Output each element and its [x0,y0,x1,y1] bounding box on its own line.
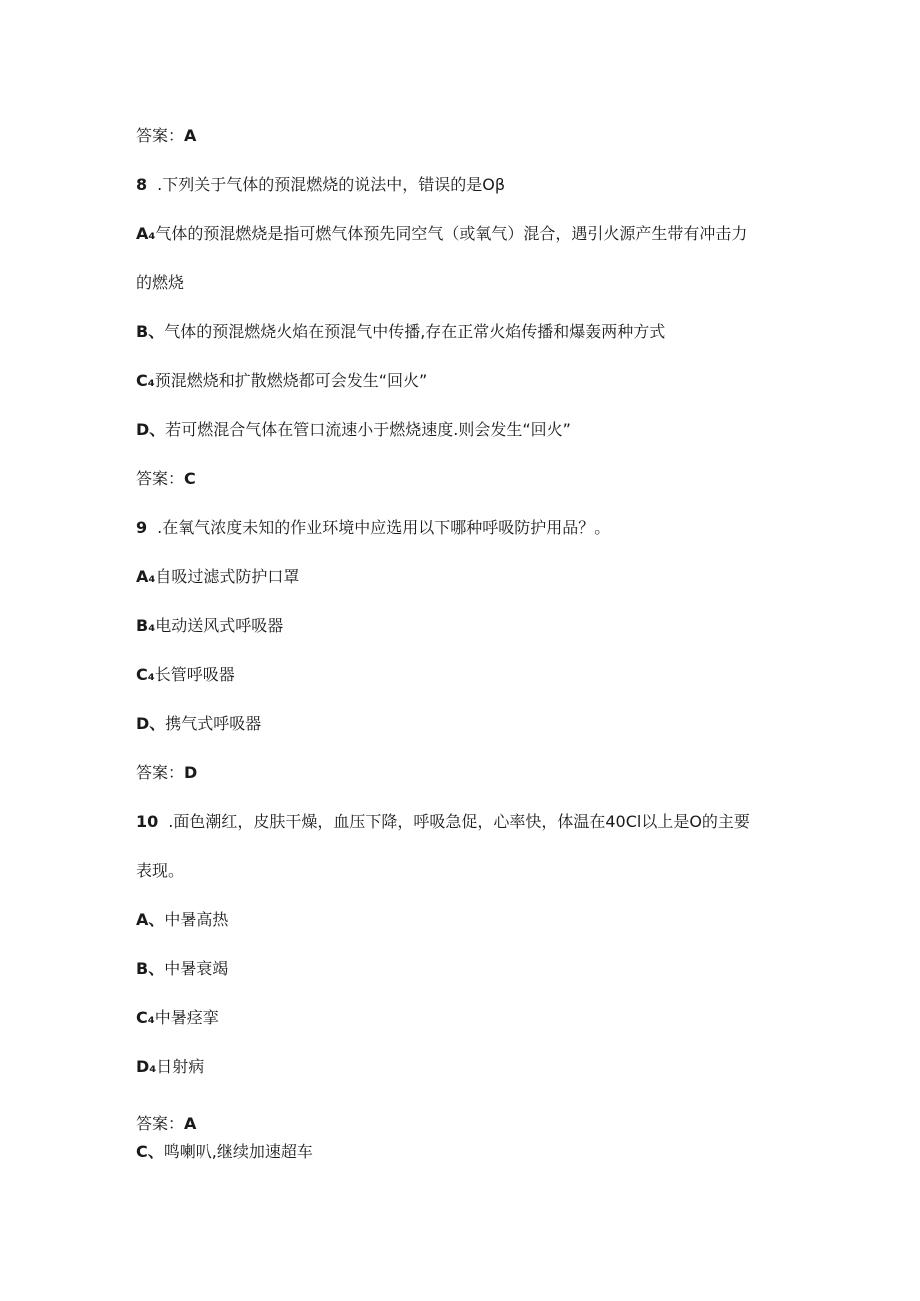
answer-value: C [184,469,196,488]
answer-line [136,762,197,784]
option-text: 电动送风式呼吸器 [155,616,284,635]
option-a [136,223,747,245]
option-text: 鸣喇叭,继续加速超车 [163,1142,313,1161]
option-a [136,566,299,588]
question-8 [136,174,505,196]
answer-value: A [184,1114,197,1133]
option-key: B、 [136,959,165,978]
option-text: 预混燃烧和扩散燃烧都可会发生“回火” [154,371,428,390]
question-text: .面色潮红，皮肤干燥，血压下降，呼吸急促，心率快，体温在40Cl以上是O的主要 [168,812,750,831]
option-text: 中暑痉挛 [154,1008,219,1027]
option-key: A、 [136,910,165,929]
option-d [136,1056,204,1078]
answer-label: 答案： [136,763,185,782]
answer-label: 答案： [136,1114,185,1133]
option-b [136,958,228,980]
question-number: 10 [136,812,159,831]
question-text: .下列关于气体的预混燃烧的说法中，错误的是Oβ [157,175,506,194]
option-b [136,615,283,637]
answer-label: 答案： [136,126,185,145]
option-d [136,713,261,735]
option-d [136,419,571,441]
option-key: D、 [136,714,166,733]
option-c [136,664,235,686]
option-key: D、 [136,420,166,439]
option-text: 中暑高热 [164,910,229,929]
question-number: 9 [136,518,148,537]
answer-label: 答案： [136,469,185,488]
option-c [136,1007,219,1029]
option-text: 携气式呼吸器 [165,714,262,733]
option-key: C₄ [136,371,155,390]
option-text: 中暑衰竭 [164,959,229,978]
question-9 [136,517,610,539]
question-number: 8 [136,175,148,194]
question-text: .在氧气浓度未知的作业环境中应选用以下哪种呼吸防护用品？。 [157,518,611,537]
option-text: 气体的预混燃烧火焰在预混气中传播,存在正常火焰传播和爆轰两种方式 [164,322,666,341]
answer-line [136,468,196,490]
option-key: B₄ [136,616,156,635]
option-text-continued: 的燃烧 [136,273,185,292]
option-text: 长管呼吸器 [154,665,235,684]
option-key: C、 [136,1142,164,1161]
answer-line [136,125,196,147]
question-10 [136,811,750,833]
option-key: C₄ [136,665,155,684]
option-text: 日射病 [156,1057,205,1076]
option-b [136,321,665,343]
question-text-continued: 表现。 [136,861,185,880]
option-a-continued [136,272,184,294]
option-text: 若可燃混合气体在管口流速小于燃烧速度.则会发生“回火” [165,420,571,439]
question-10-continued [136,860,184,882]
answer-line [136,1113,196,1135]
option-a [136,909,228,931]
option-key: A₄ [136,224,156,243]
option-c [136,370,427,392]
option-key: C₄ [136,1008,155,1027]
option-key: A₄ [136,567,156,586]
answer-value: D [184,763,198,782]
option-text: 气体的预混燃烧是指可燃气体预先同空气（或氧气）混合，遇引火源产生带有冲击力 [155,224,748,243]
option-key: D₄ [136,1057,157,1076]
option-text: 自吸过滤式防护口罩 [155,567,300,586]
answer-value: A [184,126,197,145]
option-c-fragment [136,1141,313,1163]
option-key: B、 [136,322,165,341]
